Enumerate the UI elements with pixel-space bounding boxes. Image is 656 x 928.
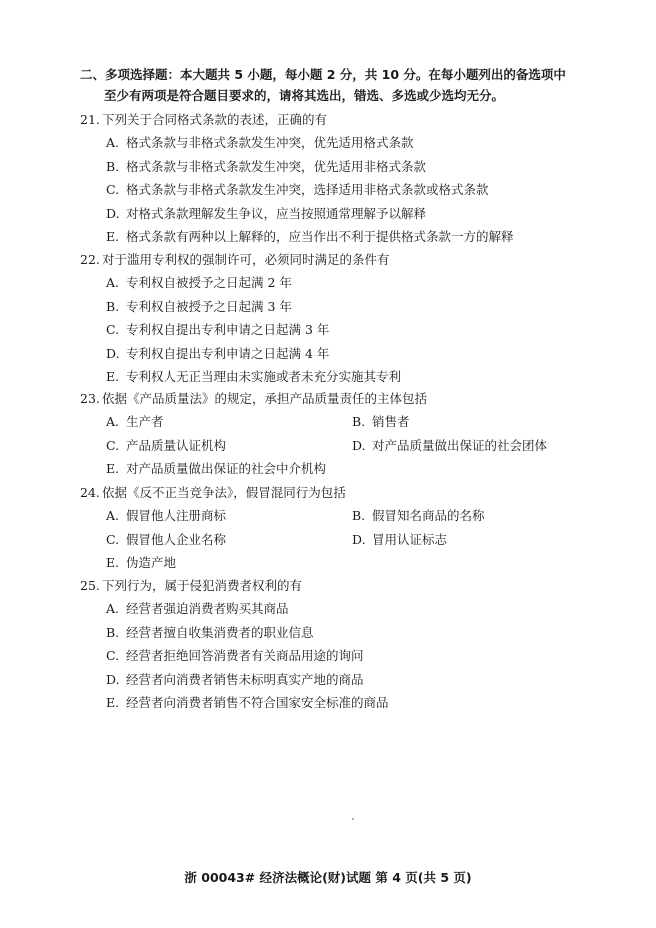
option-letter: B. <box>352 508 366 524</box>
option-c <box>80 644 620 667</box>
option-row <box>80 410 620 433</box>
option-e <box>80 457 620 480</box>
option-letter: B. <box>106 624 120 640</box>
section-heading-line-2: 至少有两项是符合题目要求的，请将其选出，错选、多选或少选均无分。 <box>104 88 505 103</box>
question-22 <box>80 248 620 388</box>
option-letter: B. <box>106 158 120 174</box>
question-stem <box>80 574 620 597</box>
question-number: 24. <box>80 485 100 500</box>
option-text: 对产品质量做出保证的社会团体 <box>372 437 548 453</box>
option-text: 专利权自被授予之日起满 3 年 <box>126 298 292 314</box>
option-text: 格式条款有两种以上解释的，应当作出不利于提供格式条款一方的解释 <box>126 228 514 244</box>
option-letter: D. <box>106 205 120 221</box>
option-e <box>80 691 620 714</box>
option-text: 经营者强迫消费者购买其商品 <box>126 601 289 617</box>
question-text: 依据《产品质量法》的规定，承担产品质量责任的主体包括 <box>102 391 428 406</box>
option-c <box>80 318 620 341</box>
option-c <box>80 178 620 201</box>
option-text: 伪造产地 <box>126 555 177 571</box>
option-e <box>80 551 620 574</box>
option-b <box>352 410 598 433</box>
option-text: 假冒他人注册商标 <box>126 508 227 524</box>
option-text: 专利权自提出专利申请之日起满 4 年 <box>126 345 330 361</box>
option-text: 专利权自提出专利申请之日起满 3 年 <box>126 322 330 338</box>
option-row <box>80 434 620 457</box>
page-footer: 浙 00043# 经济法概论(财)试题 第 4 页(共 5 页) <box>184 870 472 885</box>
scan-speck <box>352 818 354 820</box>
option-d <box>80 202 620 225</box>
option-letter: A. <box>106 275 120 291</box>
option-text: 销售者 <box>372 414 410 430</box>
option-letter: C. <box>106 182 120 198</box>
option-letter: D. <box>106 345 120 361</box>
question-number: 22. <box>80 252 100 267</box>
option-letter: C. <box>106 322 120 338</box>
option-text: 假冒知名商品的名称 <box>372 508 485 524</box>
option-b <box>80 155 620 178</box>
option-letter: D. <box>352 531 366 547</box>
option-d <box>80 668 620 691</box>
option-text: 假冒他人企业名称 <box>126 531 227 547</box>
question-number: 25. <box>80 578 100 593</box>
option-row <box>80 504 620 527</box>
option-letter: C. <box>106 648 120 664</box>
option-letter: D. <box>352 437 366 453</box>
option-letter: E. <box>106 694 120 710</box>
option-letter: A. <box>106 414 120 430</box>
option-d <box>352 528 598 551</box>
question-number: 21. <box>80 112 100 127</box>
option-a <box>106 410 352 433</box>
option-a <box>106 504 352 527</box>
option-a <box>80 271 620 294</box>
option-b <box>80 621 620 644</box>
option-letter: E. <box>106 228 120 244</box>
question-text: 下列关于合同格式条款的表述，正确的有 <box>102 112 328 127</box>
question-stem <box>80 481 620 504</box>
option-text: 生产者 <box>126 414 164 430</box>
option-text: 经营者向消费者销售未标明真实产地的商品 <box>126 671 364 687</box>
option-text: 对产品质量做出保证的社会中介机构 <box>126 461 327 477</box>
option-e <box>80 225 620 248</box>
option-c <box>106 434 352 457</box>
section-heading <box>80 64 600 106</box>
question-21 <box>80 108 620 248</box>
question-text: 下列行为，属于侵犯消费者权利的有 <box>102 578 303 593</box>
option-text: 专利权自被授予之日起满 2 年 <box>126 275 292 291</box>
option-letter: E. <box>106 461 120 477</box>
option-text: 对格式条款理解发生争议，应当按照通常理解予以解释 <box>126 205 427 221</box>
option-c <box>106 528 352 551</box>
option-text: 格式条款与非格式条款发生冲突，优先适用格式条款 <box>126 135 414 151</box>
question-stem <box>80 108 620 131</box>
option-letter: A. <box>106 601 120 617</box>
question-24 <box>80 481 620 575</box>
question-stem <box>80 248 620 271</box>
option-letter: D. <box>106 671 120 687</box>
option-text: 格式条款与非格式条款发生冲突，选择适用非格式条款或格式条款 <box>126 182 489 198</box>
option-letter: B. <box>106 298 120 314</box>
option-d <box>80 342 620 365</box>
option-text: 格式条款与非格式条款发生冲突，优先适用非格式条款 <box>126 158 427 174</box>
option-row <box>80 528 620 551</box>
option-b <box>352 504 598 527</box>
option-text: 经营者擅自收集消费者的职业信息 <box>126 624 314 640</box>
option-text: 专利权人无正当理由未实施或者未充分实施其专利 <box>126 368 402 384</box>
section-heading-line-1: 二、多项选择题：本大题共 5 小题，每小题 2 分，共 10 分。在每小题列出的备选项中 <box>80 67 566 82</box>
question-25 <box>80 574 620 714</box>
option-letter: A. <box>106 508 120 524</box>
option-text: 冒用认证标志 <box>372 531 448 547</box>
option-a <box>80 597 620 620</box>
option-text: 经营者向消费者销售不符合国家安全标准的商品 <box>126 694 389 710</box>
option-d <box>352 434 598 457</box>
option-letter: E. <box>106 368 120 384</box>
question-text: 依据《反不正当竞争法》，假冒混同行为包括 <box>102 485 346 500</box>
option-text: 经营者拒绝回答消费者有关商品用途的询问 <box>126 648 364 664</box>
option-letter: C. <box>106 531 120 547</box>
option-text: 产品质量认证机构 <box>126 437 227 453</box>
option-a <box>80 131 620 154</box>
option-letter: E. <box>106 555 120 571</box>
option-b <box>80 295 620 318</box>
question-number: 23. <box>80 391 100 406</box>
question-text: 对于滥用专利权的强制许可，必须同时满足的条件有 <box>102 252 390 267</box>
option-letter: A. <box>106 135 120 151</box>
option-e <box>80 365 620 388</box>
option-letter: C. <box>106 437 120 453</box>
question-stem <box>80 387 620 410</box>
option-letter: B. <box>352 414 366 430</box>
question-23 <box>80 387 620 481</box>
